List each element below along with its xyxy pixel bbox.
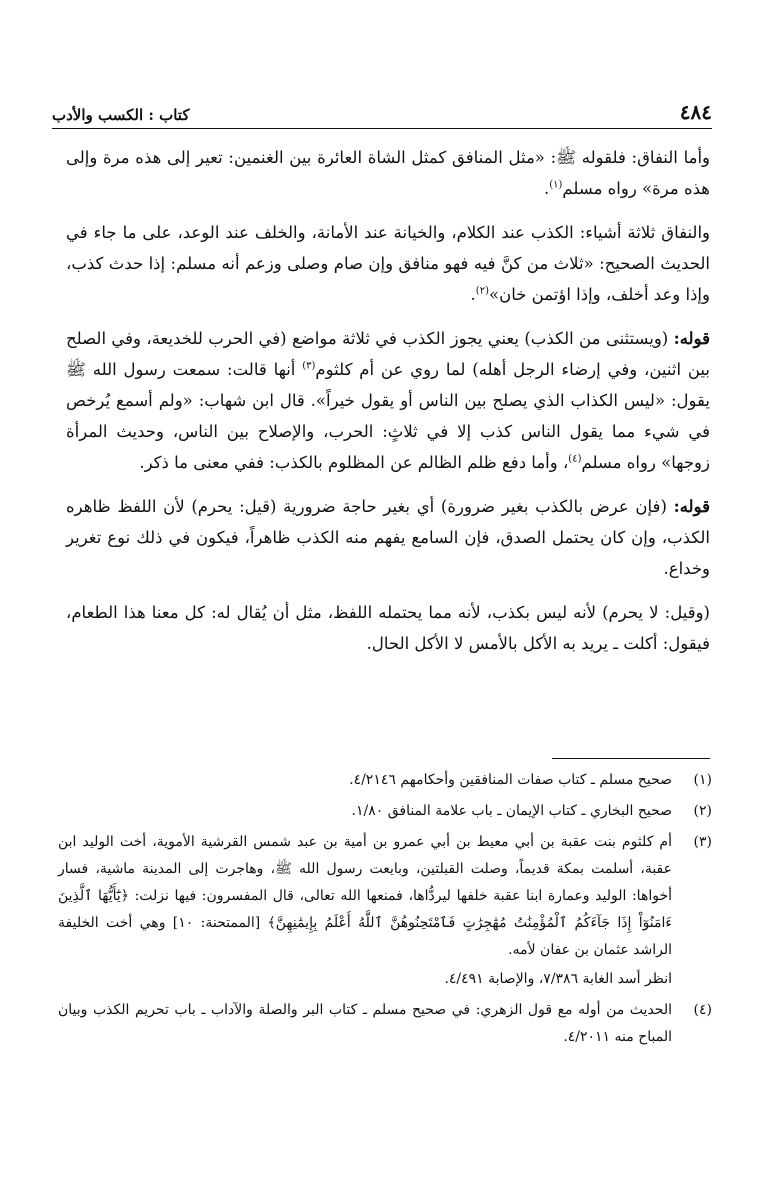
paragraph-not-forbidden [66,597,710,659]
footnote-ref: (٣) [302,360,316,372]
footnote-item [58,997,712,1051]
footnote-item [58,829,712,993]
footnote-number: (٤) [693,1002,712,1018]
paragraph-text: (وقيل: لا يحرم) لأنه ليس بكذب، لأنه مما يحتمله اللفظ، مثل أن يُقال له: كل معنا هذا الطعام، فيقول: أكلت ـ يريد به الأكل بالأمس لا الأكل الحال. [66,603,710,653]
footnote-number: (٣) [693,834,712,850]
paragraph-exceptions [66,323,710,478]
footnote-number: (٢) [693,803,712,819]
footnote-ref: (٤) [568,453,582,465]
paragraph-tail: . [470,285,476,304]
paragraph-tail: أنها قالت: سمعت رسول الله ﷺ يقول: «ليس الكذاب الذي يصلح بين الناس أو يقول خيراً». قال ابن شهاب: «ولم أسمع يُرخص في شيء مما يقول الناس كذب إلا في ثلاثٍ: الحرب، والإصلاح بين الناس، وحديث المرأة زوجها» رواه مسلم [66,360,710,472]
running-header [52,94,712,129]
footnote-text: أم كلثوم بنت عقبة بن أبي معيط بن أبي عمرو بن أمية بن عبد شمس القرشية الأموية، أخت الوليد ابن عقبة، أسلمت بمكة قديماً، وصلت القبلتين، وبايعت رسول الله ﷺ، وهاجرت إلى المدينة ماشية، فسار أخواها: الوليد وعمارة ابنا عقبة خلفها ليردُّاها، فمنعها الله تعالى، قال المفسرون: فيها نزلت: ﴿يَٰٓأَيُّهَا ٱلَّذِينَ ءَامَنُوٓاْ إِذَا جَآءَكُمُ ٱلْمُؤْمِنَٰتُ مُهَٰجِرَٰتٍ فَٱمْتَحِنُوهُنَّ ٱللَّهُ أَعْلَمُ بِإِيمَٰنِهِنَّ﴾ [الممتحنة: ١٠] وهي أخت الخليفة الراشد عثمان بن عفان لأمه. [58,834,673,958]
footnote-text: الحديث من أوله مع قول الزهري: في صحيح مسلم ـ كتاب البر والصلة والآداب ـ باب تحريم الكذب وبيان المباح منه ٤/٢٠١١. [58,1002,672,1045]
footnote-text: صحيح مسلم ـ كتاب صفات المنافقين وأحكامهم ٤/٢١٤٦. [349,772,672,788]
footnote-separator [552,758,710,759]
paragraph-text: والنفاق ثلاثة أشياء: الكذب عند الكلام، والخيانة عند الأمانة، والخلف عند الوعد، على ما جاء في الحديث الصحيح: «ثلاث من كنَّ فيه فهو منافق وإن صام وصلى وزعم أنه مسلم: إذا حدث كذب، وإذا وعد أخلف، وإذا اؤتمن خان» [66,223,710,304]
footnote-ref: (١) [549,179,563,191]
footnote-reference: انظر أسد الغابة ٧/٣٨٦، والإصابة ٤/٤٩١. [444,971,672,987]
chapter-title: كتاب : الكسب والأدب [52,106,190,124]
paragraph-hypocrisy-hadith [66,142,710,204]
paragraph-three-traits [66,217,710,310]
footnote-text: صحيح البخاري ـ كتاب الإيمان ـ باب علامة المنافق ١/٨٠. [351,803,672,819]
paragraph-text: وأما النفاق: فلقوله ﷺ: «مثل المنافق كمثل الشاة العائرة بين الغنمين: تعير إلى هذه مرة وإلى هذه مرة» رواه مسلم [66,148,710,198]
paragraph-allusion [66,491,710,584]
main-text [66,142,710,672]
footnote-number: (١) [693,772,712,788]
paragraph-text: (ويستثنى من الكذب) يعني يجوز الكذب في ثلاثة مواضع (في الحرب للخديعة، وفي الصلح بين اثنين، وفي إرضاء الرجل أهله) لما روي عن أم كلثوم [66,329,711,379]
page-number: ٤٨٤ [679,100,712,124]
footnote-item [58,798,712,825]
paragraph-tail: . [543,179,550,198]
paragraph-text: (فإن عرض بالكذب بغير ضرورة) أي بغير حاجة ضرورية (قيل: يحرم) لأن اللفظ ظاهره الكذب، وإن كان يحتمل الصدق، فإن السامع يفهم منه الكذب ظاهراً، فيكون في ذلك نوع تغرير وخداع. [66,497,710,578]
paragraph-lead: قوله: [673,497,710,516]
footnote-ref: (٢) [475,285,489,297]
paragraph-tail: ، وأما دفع ظلم الظالم عن المظلوم بالكذب: ففي معنى ما ذكر. [139,453,569,472]
footnote-item [58,767,712,794]
paragraph-lead: قوله: [673,329,710,348]
footnotes [58,767,712,1055]
footnote-body [58,829,672,993]
